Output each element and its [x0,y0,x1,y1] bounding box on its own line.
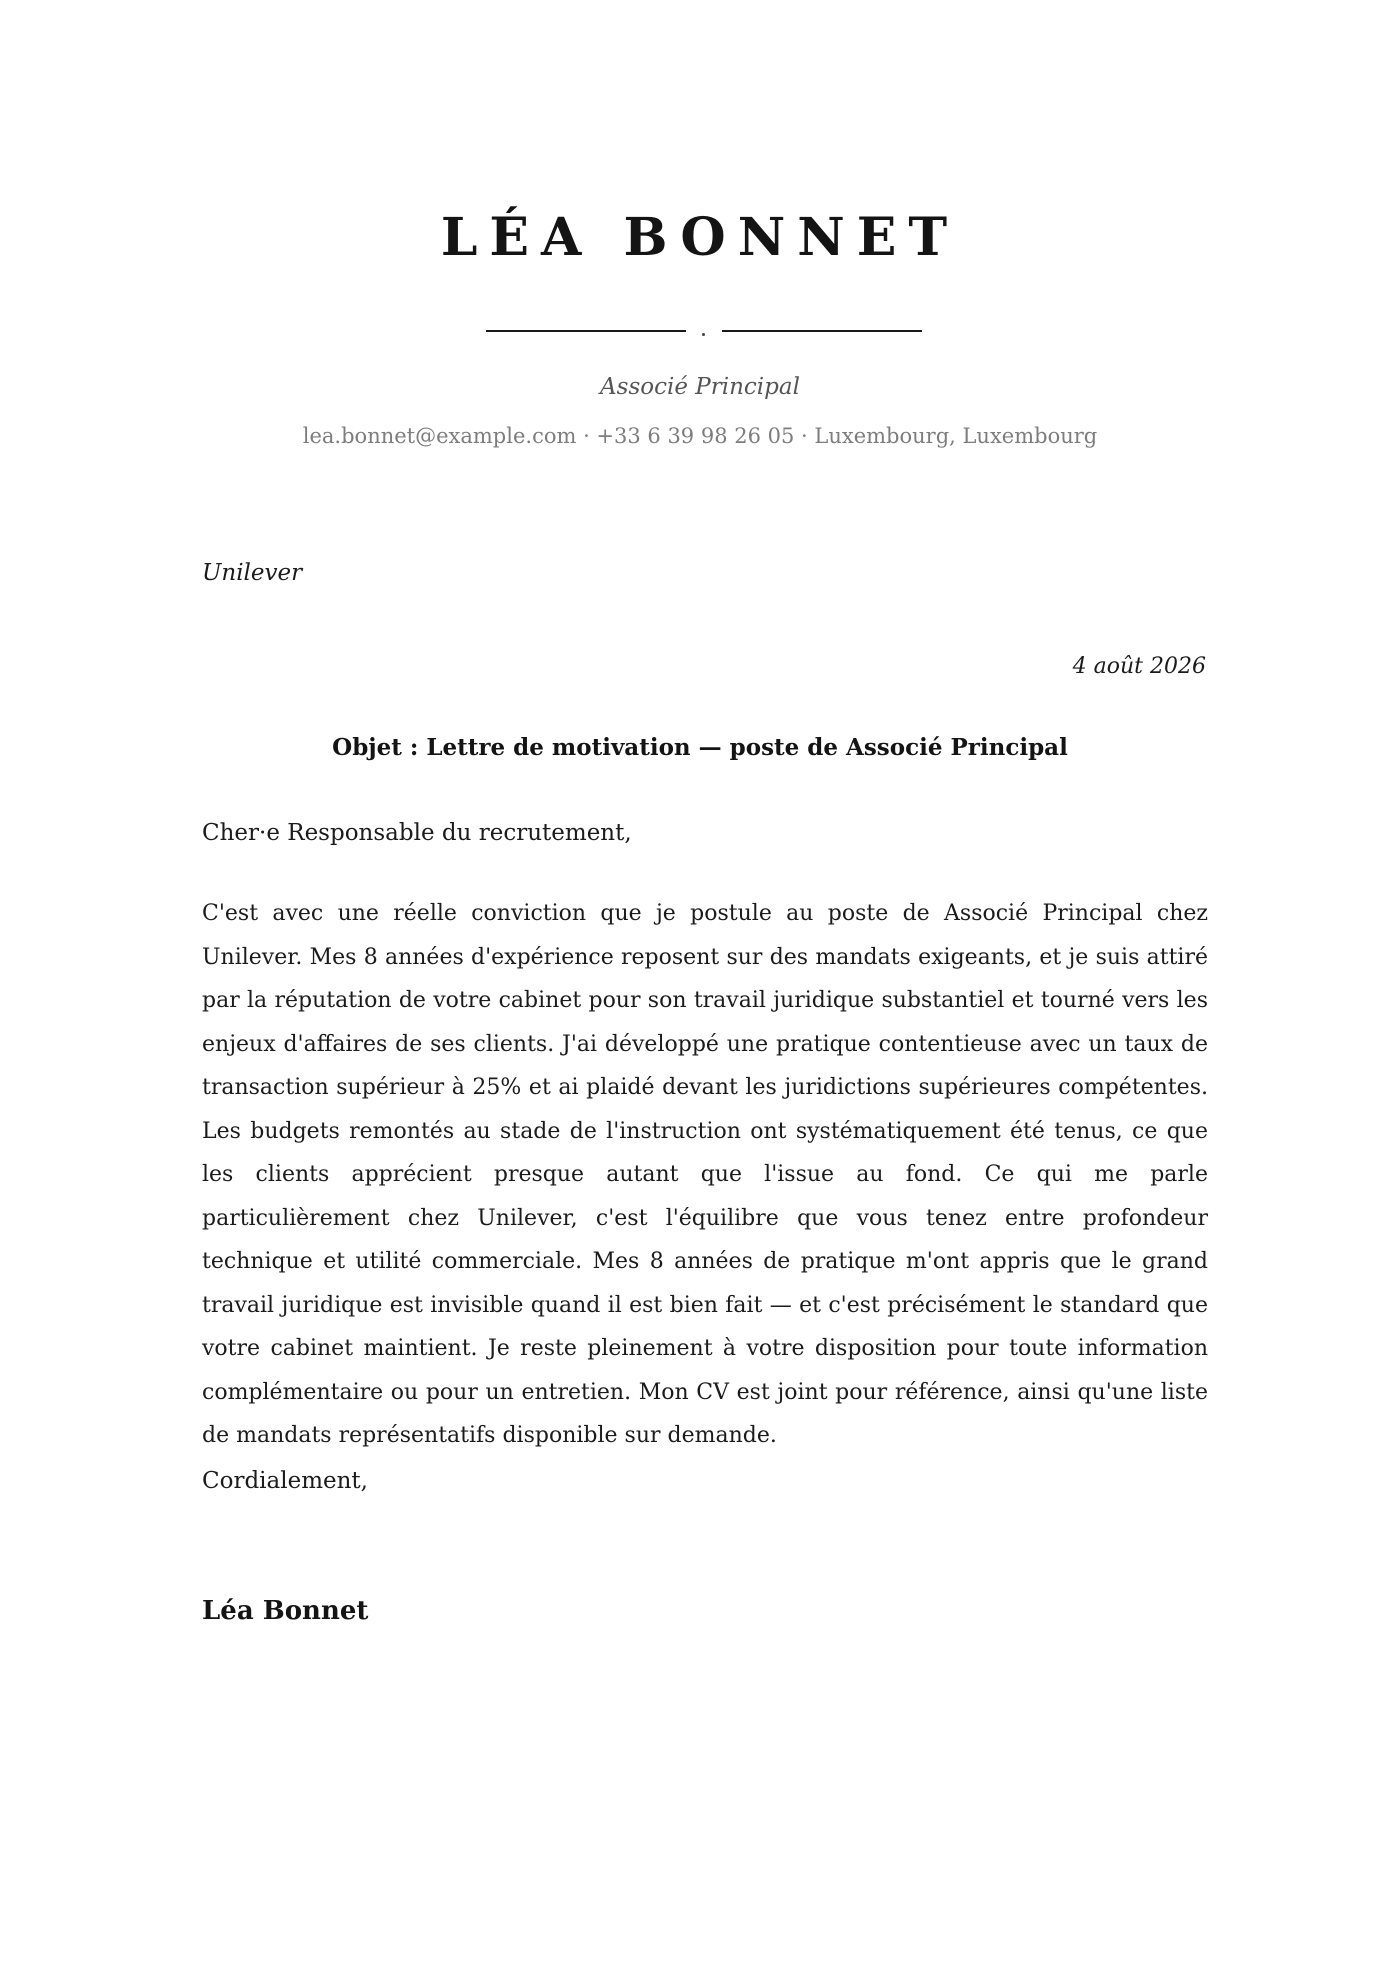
letter-date: 4 août 2026 [1072,654,1206,679]
recipient-company: Unilever [202,560,303,586]
divider-dot [702,333,705,336]
divider-line-right [722,330,922,332]
signature: Léa Bonnet [202,1596,369,1626]
contact-line: lea.bonnet@example.com · +33 6 39 98 26 05 · Luxembourg, Luxembourg [302,424,1098,448]
closing: Cordialement, [202,1468,368,1494]
applicant-role: Associé Principal [600,374,800,400]
header-divider [486,328,922,336]
letter-body: C'est avec une réelle conviction que je postule au poste de Associé Principal chez Unilever. Mes 8 années d'expérience reposent sur des mandats exigeants, et je suis attiré par la réputation de votre cabinet pour son travail juridique substantiel et tourné vers les enjeux d'affaires de ses clients. J'ai développé une pratique contentieuse avec un taux de transaction supérieur à 25% et ai plaidé devant les juridictions supérieures compétentes. Les budgets remontés au stade de l'instruction ont systématiquement été tenus, ce que les clients apprécient presque autant que l'issue au fond. Ce qui me parle particulièrement chez Unilever, c'est l'équilibre que vous tenez entre profondeur technique et utilité commerciale. Mes 8 années de pratique m'ont appris que le grand travail juridique est invisible quand il est bien fait — et c'est précisément le standard que votre cabinet maintient. Je reste pleinement à votre disposition pour toute information complémentaire ou pour un entretien. Mon CV est joint pour référence, ainsi qu'une liste de mandats représentatifs disponible sur demande. [202,901,1208,1448]
applicant-name: LÉA BONNET [440,207,960,268]
salutation: Cher·e Responsable du recrutement, [202,820,632,846]
divider-line-left [486,330,686,332]
letter-subject: Objet : Lettre de motivation — poste de Associé Principal [332,734,1068,761]
